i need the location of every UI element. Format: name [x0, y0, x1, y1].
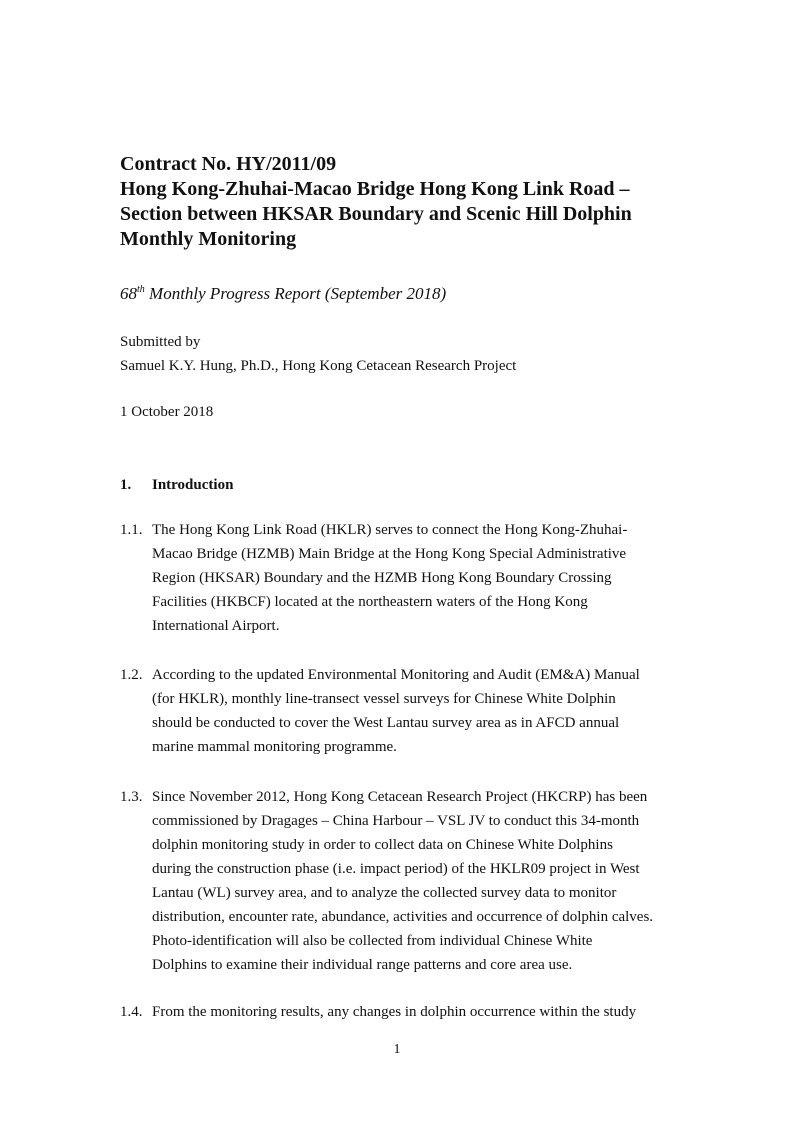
report-title: Monthly Progress Report (September 2018) [144, 284, 447, 303]
page-number: 1 [393, 1042, 401, 1057]
section-title: Introduction [152, 477, 234, 493]
author-line: Samuel K.Y. Hung, Ph.D., Hong Kong Cetacean Research Project [120, 358, 517, 374]
paragraph-1-2 [120, 663, 680, 759]
paragraph-line: commissioned by Dragages – China Harbour – VSL JV to conduct this 34-month [152, 813, 640, 829]
paragraph-number: 1.3. [120, 789, 143, 805]
title-line-contract: Contract No. HY/2011/09 [120, 153, 337, 175]
paragraph-text [152, 518, 680, 638]
submitted-by-label: Submitted by [120, 334, 201, 350]
paragraph-line: Facilities (HKBCF) located at the northeastern waters of the Hong Kong [152, 594, 588, 610]
section-heading-introduction [120, 473, 233, 497]
paragraph-line: during the construction phase (i.e. impact period) of the HKLR09 project in West [152, 861, 640, 877]
report-number-suffix: th [137, 284, 145, 295]
submission-block [120, 330, 516, 378]
paragraph-line: dolphin monitoring study in order to collect data on Chinese White Dolphins [152, 837, 613, 853]
paragraph-line: Since November 2012, Hong Kong Cetacean Research Project (HKCRP) has been [152, 789, 648, 805]
paragraph-line: Macao Bridge (HZMB) Main Bridge at the Hong Kong Special Administrative [152, 546, 627, 562]
paragraph-1-1 [120, 518, 680, 638]
paragraph-line: The Hong Kong Link Road (HKLR) serves to connect the Hong Kong-Zhuhai- [152, 522, 628, 538]
paragraph-line: distribution, encounter rate, abundance, activities and occurrence of dolphin calves. [152, 909, 654, 925]
document-title [120, 152, 720, 252]
paragraph-1-4 [120, 1000, 680, 1024]
title-line-project: Hong Kong-Zhuhai-Macao Bridge Hong Kong Link Road – [120, 178, 630, 200]
paragraph-line: Lantau (WL) survey area, and to analyze the collected survey data to monitor [152, 885, 617, 901]
report-number: 68 [120, 284, 137, 303]
paragraph-number: 1.1. [120, 522, 143, 538]
paragraph-text [152, 785, 680, 977]
paragraph-line: Dolphins to examine their individual range patterns and core area use. [152, 957, 573, 973]
paragraph-line: marine mammal monitoring programme. [152, 739, 397, 755]
paragraph-1-3 [120, 785, 680, 977]
paragraph-number: 1.4. [120, 1004, 143, 1020]
paragraph-line: should be conducted to cover the West Lantau survey area as in AFCD annual [152, 715, 620, 731]
paragraph-line: Region (HKSAR) Boundary and the HZMB Hong Kong Boundary Crossing [152, 570, 612, 586]
paragraph-text [152, 1000, 680, 1024]
paragraph-line: (for HKLR), monthly line-transect vessel surveys for Chinese White Dolphin [152, 691, 616, 707]
paragraph-line: According to the updated Environmental Monitoring and Audit (EM&A) Manual [152, 667, 640, 683]
paragraph-line: Photo-identification will also be collected from individual Chinese White [152, 933, 593, 949]
paragraph-line: International Airport. [152, 618, 280, 634]
title-line-section: Section between HKSAR Boundary and Scenic Hill Dolphin [120, 203, 632, 225]
report-date: 1 October 2018 [120, 404, 214, 420]
paragraph-number: 1.2. [120, 667, 143, 683]
title-line-monitoring: Monthly Monitoring [120, 228, 297, 250]
report-subtitle [120, 283, 446, 305]
paragraph-line: From the monitoring results, any changes in dolphin occurrence within the study [152, 1004, 637, 1020]
section-number: 1. [120, 477, 132, 493]
paragraph-text [152, 663, 680, 759]
